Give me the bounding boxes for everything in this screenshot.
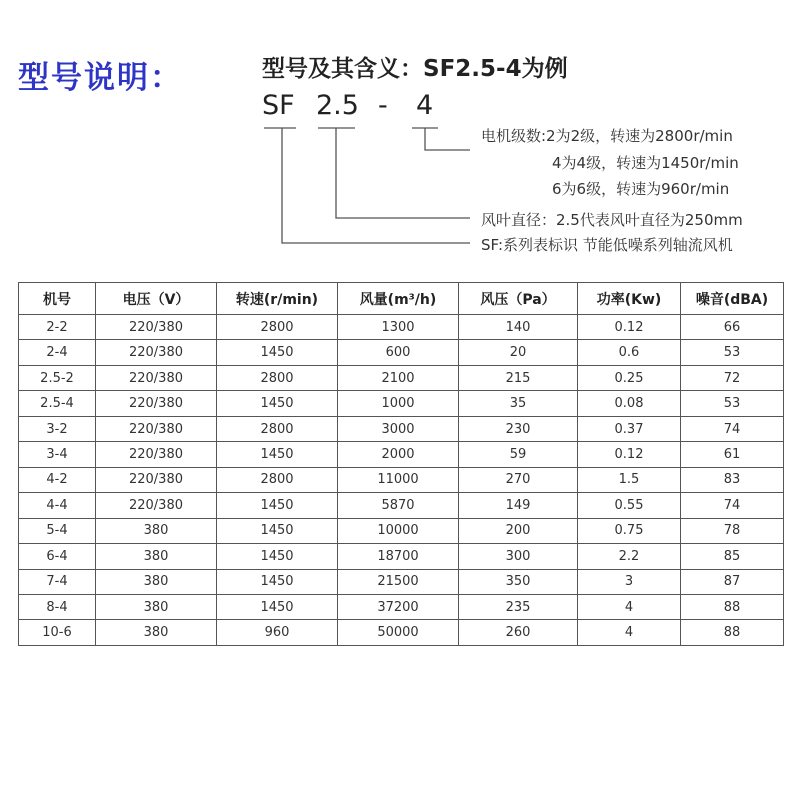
cell-noise: 83: [681, 467, 784, 492]
cell-noise: 61: [681, 442, 784, 467]
cell-power: 0.08: [578, 391, 681, 416]
cell-voltage: 220/380: [96, 442, 217, 467]
poles-explanation-2: 4为4级，转速为1450r/min: [552, 154, 739, 172]
cell-model: 2-4: [19, 340, 96, 365]
table-row: [19, 620, 784, 646]
table-row: [19, 340, 784, 365]
cell-model: 3-4: [19, 442, 96, 467]
cell-speed: 1450: [217, 518, 338, 543]
header-power: 功率(Kw): [578, 283, 681, 315]
fan-spec-table: [18, 282, 784, 646]
cell-noise: 72: [681, 365, 784, 390]
table-row: [19, 442, 784, 467]
model-heading: 型号及其含义：SF2.5-4为例: [262, 56, 568, 82]
cell-speed: 960: [217, 620, 338, 646]
table-row: [19, 315, 784, 340]
cell-voltage: 220/380: [96, 416, 217, 441]
cell-speed: 1450: [217, 391, 338, 416]
cell-speed: 1450: [217, 594, 338, 619]
table-row: [19, 493, 784, 518]
diameter-explanation: 风叶直径：2.5代表风叶直径为250mm: [481, 211, 743, 229]
diameter-bracket: [318, 128, 470, 218]
cell-power: 2.2: [578, 544, 681, 569]
cell-voltage: 220/380: [96, 315, 217, 340]
cell-noise: 88: [681, 620, 784, 646]
series-explanation: SF:系列表标识 节能低噪系列轴流风机: [481, 236, 733, 254]
cell-noise: 66: [681, 315, 784, 340]
header-speed: 转速(r/min): [217, 283, 338, 315]
cell-model: 3-2: [19, 416, 96, 441]
cell-voltage: 380: [96, 594, 217, 619]
cell-model: 5-4: [19, 518, 96, 543]
cell-airflow: 5870: [338, 493, 459, 518]
cell-airflow: 50000: [338, 620, 459, 646]
cell-speed: 2800: [217, 467, 338, 492]
cell-speed: 1450: [217, 544, 338, 569]
cell-model: 7-4: [19, 569, 96, 594]
cell-speed: 2800: [217, 365, 338, 390]
cell-airflow: 2100: [338, 365, 459, 390]
cell-speed: 1450: [217, 569, 338, 594]
cell-model: 2-2: [19, 315, 96, 340]
header-pressure: 风压（Pa）: [459, 283, 578, 315]
cell-power: 1.5: [578, 467, 681, 492]
cell-voltage: 380: [96, 544, 217, 569]
cell-voltage: 220/380: [96, 467, 217, 492]
cell-pressure: 215: [459, 365, 578, 390]
cell-airflow: 1300: [338, 315, 459, 340]
cell-power: 0.12: [578, 315, 681, 340]
cell-model: 2.5-2: [19, 365, 96, 390]
cell-power: 0.25: [578, 365, 681, 390]
poles-explanation-3: 6为6级，转速为960r/min: [552, 180, 730, 198]
cell-airflow: 600: [338, 340, 459, 365]
cell-pressure: 235: [459, 594, 578, 619]
table-row: [19, 569, 784, 594]
cell-airflow: 21500: [338, 569, 459, 594]
cell-voltage: 220/380: [96, 391, 217, 416]
cell-model: 2.5-4: [19, 391, 96, 416]
cell-model: 4-2: [19, 467, 96, 492]
cell-power: 0.6: [578, 340, 681, 365]
poles-explanation-1: 电机级数:2为2级，转速为2800r/min: [481, 127, 733, 145]
cell-noise: 85: [681, 544, 784, 569]
table-row: [19, 416, 784, 441]
cell-pressure: 300: [459, 544, 578, 569]
cell-power: 3: [578, 569, 681, 594]
cell-airflow: 2000: [338, 442, 459, 467]
cell-pressure: 140: [459, 315, 578, 340]
cell-noise: 53: [681, 340, 784, 365]
code-dash: -: [378, 90, 388, 121]
cell-power: 0.37: [578, 416, 681, 441]
cell-speed: 1450: [217, 442, 338, 467]
cell-model: 4-4: [19, 493, 96, 518]
cell-pressure: 200: [459, 518, 578, 543]
section-title: 型号说明：: [18, 60, 183, 96]
cell-pressure: 59: [459, 442, 578, 467]
code-prefix: SF: [262, 90, 295, 121]
cell-noise: 88: [681, 594, 784, 619]
cell-model: 10-6: [19, 620, 96, 646]
cell-pressure: 270: [459, 467, 578, 492]
cell-pressure: 20: [459, 340, 578, 365]
cell-noise: 87: [681, 569, 784, 594]
table-header-row: [19, 283, 784, 315]
table-row: [19, 365, 784, 390]
header-noise: 噪音(dBA): [681, 283, 784, 315]
cell-speed: 1450: [217, 340, 338, 365]
cell-noise: 53: [681, 391, 784, 416]
cell-noise: 78: [681, 518, 784, 543]
cell-model: 6-4: [19, 544, 96, 569]
cell-model: 8-4: [19, 594, 96, 619]
cell-noise: 74: [681, 493, 784, 518]
code-diameter: 2.5: [316, 90, 359, 121]
header-voltage: 电压（V）: [96, 283, 217, 315]
cell-power: 4: [578, 620, 681, 646]
cell-power: 0.75: [578, 518, 681, 543]
cell-noise: 74: [681, 416, 784, 441]
cell-speed: 2800: [217, 315, 338, 340]
series-bracket: [264, 128, 470, 243]
code-poles: 4: [416, 90, 434, 121]
cell-pressure: 260: [459, 620, 578, 646]
cell-airflow: 1000: [338, 391, 459, 416]
poles-bracket: [412, 128, 470, 150]
cell-voltage: 380: [96, 518, 217, 543]
cell-voltage: 220/380: [96, 365, 217, 390]
cell-airflow: 37200: [338, 594, 459, 619]
table-row: [19, 594, 784, 619]
cell-pressure: 149: [459, 493, 578, 518]
cell-voltage: 380: [96, 569, 217, 594]
cell-power: 0.12: [578, 442, 681, 467]
cell-power: 0.55: [578, 493, 681, 518]
header-airflow: 风量(m³/h): [338, 283, 459, 315]
table-row: [19, 544, 784, 569]
cell-airflow: 18700: [338, 544, 459, 569]
cell-speed: 2800: [217, 416, 338, 441]
cell-airflow: 11000: [338, 467, 459, 492]
header-model: 机号: [19, 283, 96, 315]
cell-voltage: 220/380: [96, 493, 217, 518]
cell-pressure: 230: [459, 416, 578, 441]
cell-power: 4: [578, 594, 681, 619]
table-row: [19, 518, 784, 543]
table-row: [19, 467, 784, 492]
cell-speed: 1450: [217, 493, 338, 518]
cell-airflow: 3000: [338, 416, 459, 441]
cell-airflow: 10000: [338, 518, 459, 543]
cell-pressure: 35: [459, 391, 578, 416]
table-row: [19, 391, 784, 416]
cell-voltage: 380: [96, 620, 217, 646]
cell-voltage: 220/380: [96, 340, 217, 365]
cell-pressure: 350: [459, 569, 578, 594]
